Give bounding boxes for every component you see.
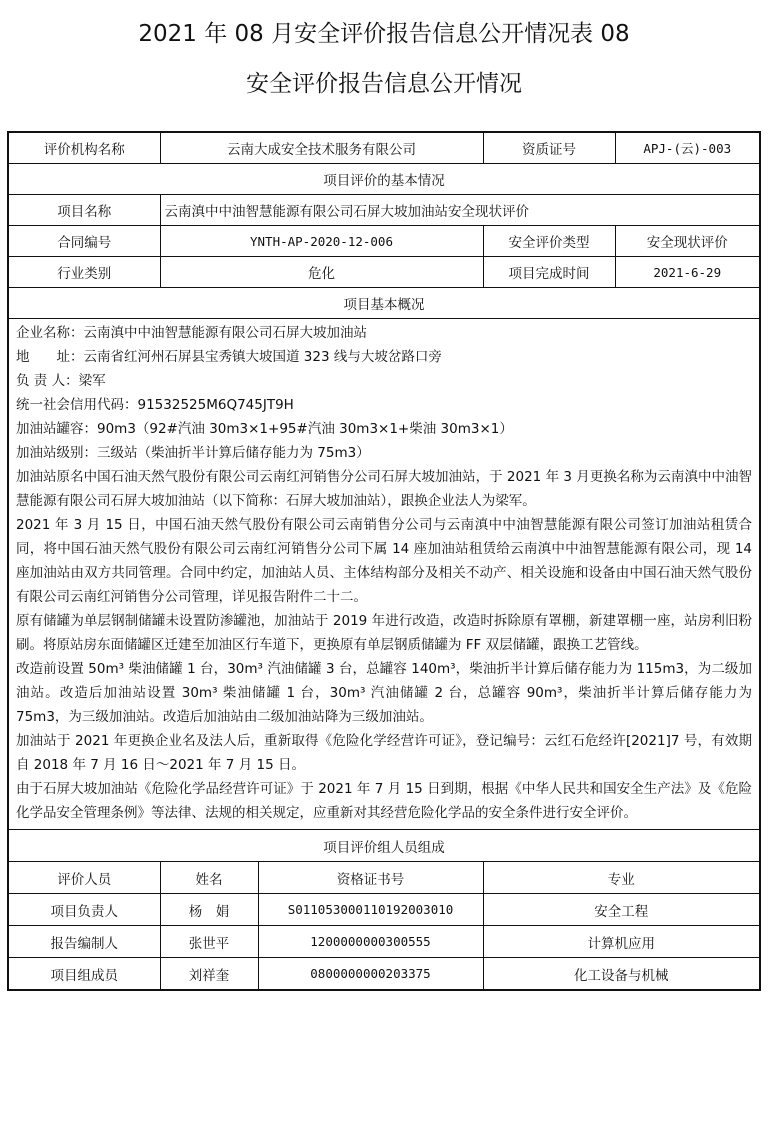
overview-paragraph: 2021 年 3 月 15 日，中国石油天然气股份有限公司云南销售分公司与云南滇中中油智慧能源有限公司签订加油站租赁合同，将中国石油天然气股份有限公司云南红河销售分公司下属 14 座加油站租赁给云南滇中中油智慧能源有限公司，现 14 座加油站由双方共同管理。合同中约定，加油站人员、主体结构部分及相关不动产、相关设施和设备由中国石油天然气股份有限公司云南红河销售分公司管理，详见报告附件二十二。 <box>16 517 752 605</box>
overview-body-row <box>8 319 760 830</box>
basic-header: 项目评价的基本情况 <box>8 164 760 195</box>
overview-company-name: 企业名称：云南滇中中油智慧能源有限公司石屏大坡加油站 <box>16 325 367 341</box>
team-role: 项目组成员 <box>8 958 160 991</box>
overview-header: 项目基本概况 <box>8 288 760 319</box>
overview-paragraph: 原有储罐为单层钢制储罐未设置防渗罐池，加油站于 2019 年进行改造，改造时拆除原有罩棚，新建罩棚一座，站房利旧粉刷。将原站房东面储罐区迁建至加油区行车道下，更换原有单层钢质储罐为 FF 双层储罐，跟换工艺管线。 <box>16 613 752 653</box>
overview-paragraph: 改造前设置 50m³ 柴油储罐 1 台，30m³ 汽油储罐 3 台，总罐容 140m³，柴油折半计算后储存能力为 115m3，为二级加油站。改造后加油站设置 30m³ 柴油储罐 1 台，30m³ 汽油储罐 2 台，总罐容 90m³，柴油折半计算后储存能力为 75m3，为三级加油站。改造后加油站由二级加油站降为三级加油站。 <box>16 661 752 725</box>
table-row <box>8 926 760 958</box>
team-col-name: 姓名 <box>160 862 258 894</box>
team-col-role: 评价人员 <box>8 862 160 894</box>
team-major: 化工设备与机械 <box>483 958 760 991</box>
team-name: 杨 娟 <box>160 894 258 926</box>
overview-header-row <box>8 288 760 319</box>
table-row <box>8 958 760 991</box>
team-name: 刘祥奎 <box>160 958 258 991</box>
eval-type-value: 安全现状评价 <box>615 226 760 257</box>
project-name-value: 云南滇中中油智慧能源有限公司石屏大坡加油站安全现状评价 <box>160 195 760 226</box>
industry-row <box>8 257 760 288</box>
team-cert: S011053000110192003010 <box>258 894 483 926</box>
team-role: 报告编制人 <box>8 926 160 958</box>
team-major: 计算机应用 <box>483 926 760 958</box>
team-name: 张世平 <box>160 926 258 958</box>
overview-station-level: 加油站级别：三级站（柴油折半计算后储存能力为 75m3） <box>16 445 370 461</box>
overview-paragraph: 加油站原名中国石油天然气股份有限公司云南红河销售分公司石屏大坡加油站，于 2021 年 3 月更换名称为云南滇中中油智慧能源有限公司石屏大坡加油站（以下简称：石屏大坡加油站），跟换企业法人为梁军。 <box>16 469 752 509</box>
team-col-cert: 资格证书号 <box>258 862 483 894</box>
overview-body <box>8 319 760 830</box>
page-title: 2021 年 08 月安全评价报告信息公开情况表 08 <box>138 21 630 47</box>
overview-tank-capacity: 加油站罐容：90m3（92#汽油 30m3×1+95#汽油 30m3×1+柴油 30m3×1） <box>16 421 513 437</box>
basic-header-row <box>8 164 760 195</box>
team-cert: 1200000000300555 <box>258 926 483 958</box>
completion-label: 项目完成时间 <box>483 257 615 288</box>
project-name-label: 项目名称 <box>8 195 160 226</box>
org-value: 云南大成安全技术服务有限公司 <box>160 132 483 164</box>
org-row <box>8 132 760 164</box>
contract-row <box>8 226 760 257</box>
team-columns-row <box>8 862 760 894</box>
industry-value: 危化 <box>160 257 483 288</box>
page-subtitle: 安全评价报告信息公开情况 <box>246 71 522 97</box>
table-row <box>8 894 760 926</box>
cert-label: 资质证号 <box>483 132 615 164</box>
overview-paragraph: 加油站于 2021 年更换企业名及法人后，重新取得《危险化学经营许可证》，登记编号：云红石危经许[2021]7 号，有效期自 2018 年 7 月 16 日～2021 年 7 月 15 日。 <box>16 733 752 773</box>
overview-paragraph: 由于石屏大坡加油站《危险化学品经营许可证》于 2021 年 7 月 15 日到期，根据《中华人民共和国安全生产法》及《危险化学品安全管理条例》等法律、法规的相关规定，应重新对其经营危险化学品的安全条件进行安全评价。 <box>16 781 752 821</box>
industry-label: 行业类别 <box>8 257 160 288</box>
team-header: 项目评价组人员组成 <box>8 830 760 862</box>
overview-address: 地 址：云南省红河州石屏县宝秀镇大坡国道 323 线与大坡岔路口旁 <box>16 349 442 365</box>
contract-label: 合同编号 <box>8 226 160 257</box>
disclosure-table <box>7 131 761 991</box>
team-major: 安全工程 <box>483 894 760 926</box>
team-role: 项目负责人 <box>8 894 160 926</box>
cert-value: APJ-(云)-003 <box>615 132 760 164</box>
project-name-row <box>8 195 760 226</box>
eval-type-label: 安全评价类型 <box>483 226 615 257</box>
team-header-row <box>8 830 760 862</box>
overview-credit-code: 统一社会信用代码：91532525M6Q745JT9H <box>16 397 294 413</box>
team-cert: 0800000000203375 <box>258 958 483 991</box>
contract-value: YNTH-AP-2020-12-006 <box>160 226 483 257</box>
org-label: 评价机构名称 <box>8 132 160 164</box>
completion-value: 2021-6-29 <box>615 257 760 288</box>
team-col-major: 专业 <box>483 862 760 894</box>
overview-person-in-charge: 负 责 人：梁军 <box>16 373 106 389</box>
